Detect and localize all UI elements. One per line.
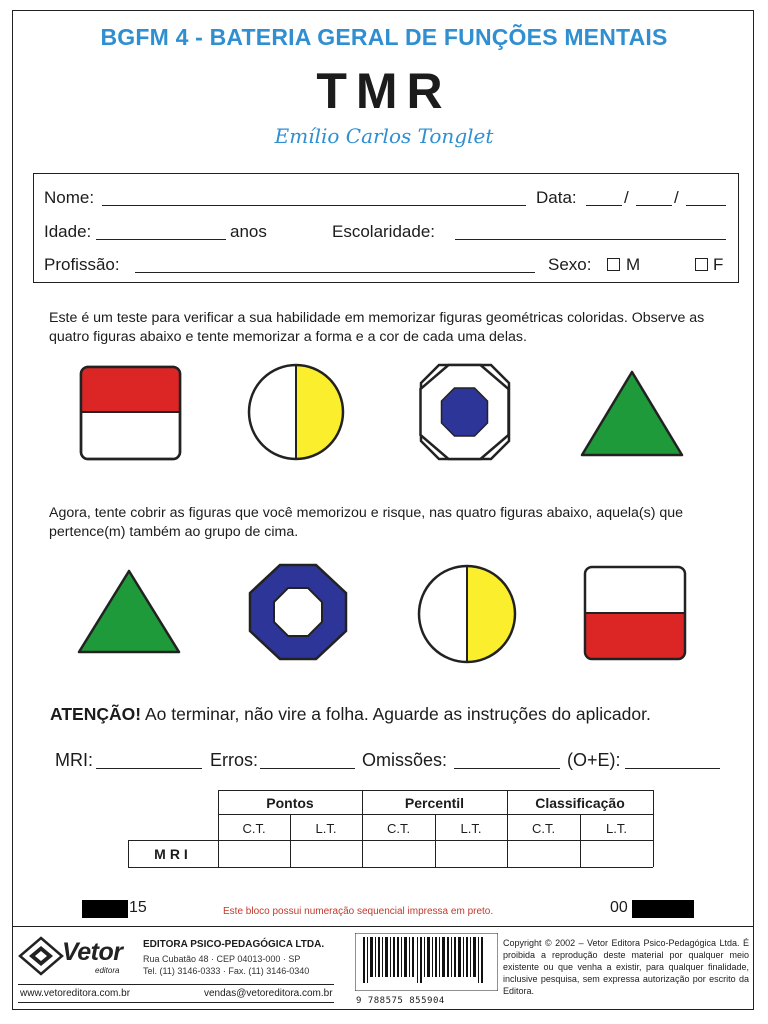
oe-label: (O+E): bbox=[567, 750, 621, 770]
footer-rule bbox=[12, 926, 754, 927]
date-separator: / bbox=[624, 188, 629, 207]
cell-classificacao-ct[interactable] bbox=[508, 841, 579, 866]
sexo-m-checkbox[interactable] bbox=[607, 258, 620, 271]
cell-percentil-ct[interactable] bbox=[363, 841, 434, 866]
oe-field[interactable] bbox=[625, 768, 720, 769]
subheader-ct: C.T. bbox=[242, 821, 266, 836]
profissao-label: Profissão: bbox=[44, 255, 120, 274]
idade-field[interactable] bbox=[96, 239, 226, 240]
sexo-m-label: M bbox=[626, 255, 641, 274]
choice-octagon-blue-white[interactable] bbox=[250, 565, 346, 659]
nome-field[interactable] bbox=[102, 205, 526, 206]
vetor-logo-text: Vetor bbox=[62, 938, 123, 966]
redacted-block bbox=[632, 900, 694, 918]
date-separator: / bbox=[674, 188, 679, 207]
barcode-digits: 9 788575 855904 bbox=[356, 996, 445, 1006]
circle-yellow-half bbox=[296, 365, 343, 459]
footer-rule bbox=[18, 1002, 334, 1003]
idade-label: Idade: bbox=[44, 222, 92, 241]
subheader-ct: C.T. bbox=[386, 821, 411, 836]
data-month-field[interactable] bbox=[636, 205, 672, 206]
footer-rule bbox=[18, 984, 334, 985]
header-percentil: Percentil bbox=[404, 795, 465, 811]
choice-square-white-red[interactable] bbox=[585, 567, 685, 659]
header-pontos: Pontos bbox=[266, 795, 314, 811]
cell-classificacao-lt[interactable] bbox=[581, 841, 652, 866]
square-red-bottom bbox=[585, 613, 685, 659]
cell-pontos-ct[interactable] bbox=[219, 841, 289, 866]
triangle-green-figure bbox=[582, 372, 682, 455]
inner-octagon-blue bbox=[442, 388, 488, 436]
triangle-green bbox=[582, 372, 682, 455]
serial-left: 15 bbox=[129, 899, 147, 916]
publisher-address: Rua Cubatão 48 · CEP 04013-000 · SP bbox=[143, 954, 301, 964]
data-label: Data: bbox=[536, 188, 577, 207]
table-rule bbox=[653, 790, 654, 867]
attention-notice bbox=[50, 704, 651, 725]
vetor-logo-subtext: editora bbox=[95, 966, 120, 975]
square-red-top bbox=[81, 367, 180, 412]
vetor-logo-icon bbox=[18, 936, 64, 976]
mri-label: MRI: bbox=[55, 750, 93, 770]
octagon-white-blue-figure bbox=[403, 365, 513, 459]
subheader-lt: L.T. bbox=[315, 821, 337, 836]
cell-pontos-lt[interactable] bbox=[291, 841, 361, 866]
sexo-f-checkbox[interactable] bbox=[695, 258, 708, 271]
erros-field[interactable] bbox=[260, 768, 355, 769]
escolaridade-field[interactable] bbox=[455, 239, 726, 240]
email-link[interactable]: vendas@vetoreditora.com.br bbox=[204, 988, 333, 999]
omissoes-label: Omissões: bbox=[362, 750, 448, 770]
header-classificacao: Classificação bbox=[535, 795, 625, 811]
data-day-field[interactable] bbox=[586, 205, 622, 206]
choice-circle-white-yellow[interactable] bbox=[419, 566, 515, 662]
sequential-notice: Este bloco possui numeração sequencial impressa em preto. bbox=[223, 906, 494, 917]
table-rule bbox=[218, 790, 653, 791]
attention-bold: ATENÇÃO! bbox=[50, 704, 142, 724]
square-red-white-figure bbox=[81, 367, 180, 459]
serial-right: 00 bbox=[610, 899, 628, 916]
subheader-lt: L.T. bbox=[606, 821, 627, 836]
data-year-field[interactable] bbox=[686, 205, 726, 206]
mri-field[interactable] bbox=[96, 768, 202, 769]
battery-title: BGFM 4 - BATERIA GERAL DE FUNÇÕES MENTAIS bbox=[100, 24, 668, 50]
circle-white-yellow-figure bbox=[249, 365, 343, 459]
inner-octagon-white bbox=[274, 588, 322, 636]
sexo-f-label: F bbox=[713, 255, 724, 274]
circle-white-half bbox=[419, 566, 467, 662]
table-rule bbox=[128, 867, 653, 868]
subheader-ct: C.T. bbox=[531, 821, 556, 836]
attention-text: Ao terminar, não vire a folha. Aguarde as instruções do aplicador. bbox=[141, 704, 651, 724]
profissao-field[interactable] bbox=[135, 272, 535, 273]
choice-triangle-green[interactable] bbox=[79, 571, 179, 652]
memorize-figures bbox=[0, 355, 768, 470]
circle-yellow-half bbox=[467, 566, 515, 662]
row-label-mri: MRI bbox=[154, 846, 192, 862]
publisher-phone: Tel. (11) 3146-0333 · Fax. (11) 3146-0340 bbox=[143, 966, 310, 976]
task-instructions: Agora, tente cobrir as figuras que você memorizou e risque, nas quatro figuras abaixo, aquela(s) que pertence(m) também ao grupo de cima. bbox=[49, 505, 684, 540]
redacted-block bbox=[82, 900, 128, 918]
test-name: TMR bbox=[316, 63, 452, 119]
subheader-lt: L.T. bbox=[460, 821, 482, 836]
triangle-green bbox=[79, 571, 179, 652]
author-signature: Emílio Carlos Tonglet bbox=[274, 124, 494, 148]
sexo-label: Sexo: bbox=[548, 255, 592, 274]
publisher-name: EDITORA PSICO-PEDAGÓGICA LTDA. bbox=[143, 939, 325, 950]
omissoes-field[interactable] bbox=[454, 768, 560, 769]
choice-figures bbox=[0, 560, 768, 670]
website-link[interactable]: www.vetoreditora.com.br bbox=[20, 988, 131, 999]
intro-instructions: Este é um teste para verificar a sua habilidade em memorizar figuras geométricas coloridas. Observe as quatro figuras abaixo e tente memorizar a forma e a cor de cada uma delas. bbox=[49, 310, 705, 345]
circle-white-half bbox=[249, 365, 296, 459]
copyright-notice: Copyright © 2002 – Vetor Editora Psico-Pedagógica Ltda. É proibida a reprodução deste material por qualquer meio existente ou que venha a existir, para qualquer finalidade, inclusive pesquisa, sem expressa autorização por escrito da Editora. bbox=[503, 938, 749, 996]
cell-percentil-lt[interactable] bbox=[436, 841, 506, 866]
anos-label: anos bbox=[230, 222, 267, 241]
nome-label: Nome: bbox=[44, 188, 95, 207]
barcode bbox=[355, 933, 498, 991]
erros-label: Erros: bbox=[210, 750, 259, 770]
escolaridade-label: Escolaridade: bbox=[332, 222, 436, 241]
